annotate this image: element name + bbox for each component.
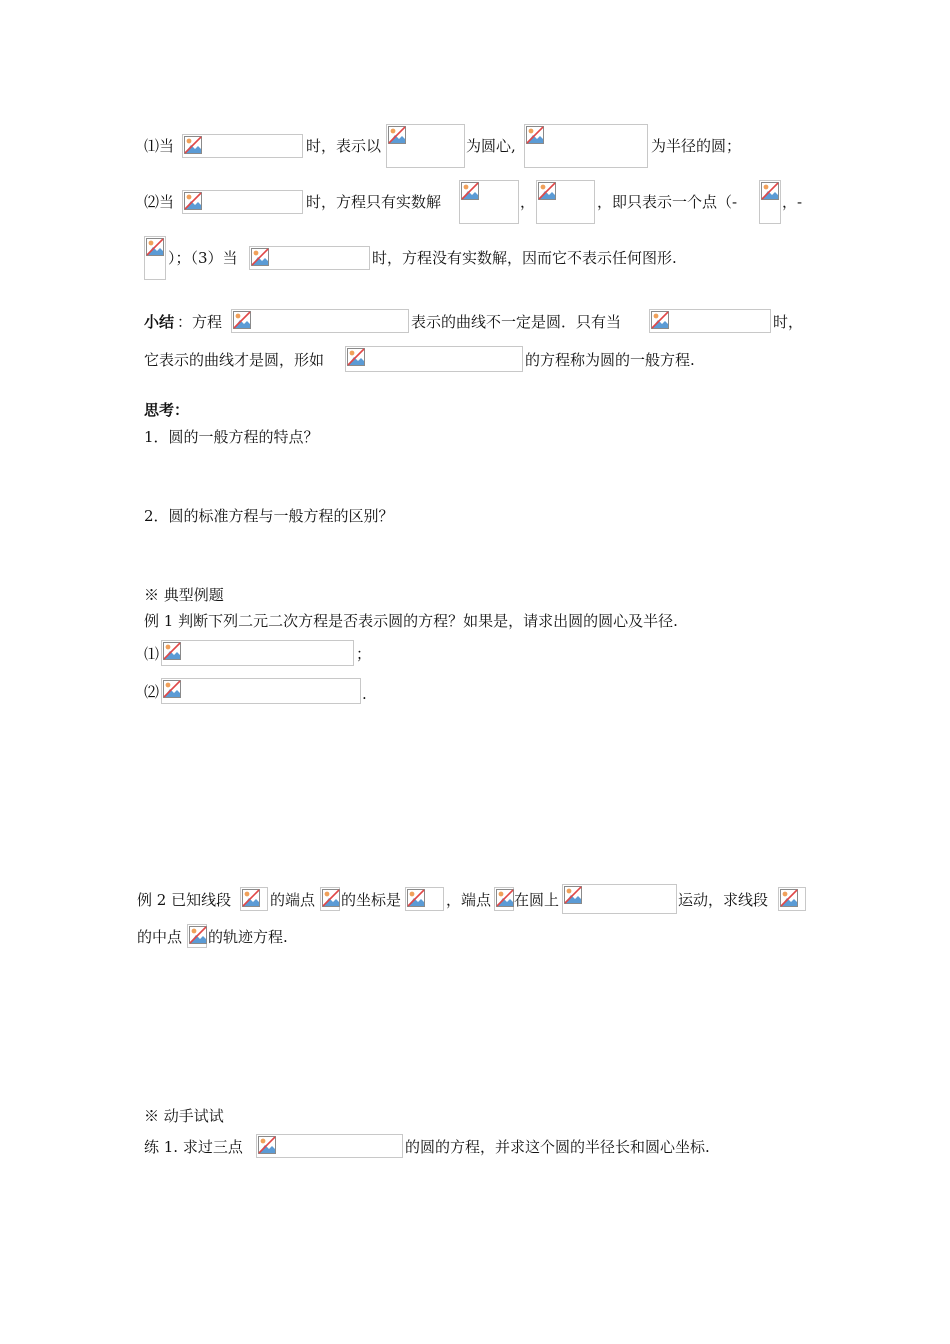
broken-image-icon <box>651 311 669 329</box>
example-1-prompt: 例 1 判断下列二元二次方程是否表示圆的方程？如果是，请求出圆的圆心及半径. <box>144 612 678 630</box>
formula-image <box>187 924 207 948</box>
broken-image-icon <box>233 311 251 329</box>
case2-text-f: ）；（3）当 <box>168 249 238 267</box>
example-2-text-d: ，端点 <box>446 891 492 909</box>
formula-image <box>386 124 465 168</box>
formula-image <box>256 1134 403 1158</box>
formula-image <box>320 887 340 911</box>
summary-label: 小结 <box>144 313 175 331</box>
case1-text-d: 为半径的圆； <box>651 137 742 155</box>
broken-image-icon <box>184 192 202 210</box>
formula-image <box>161 640 354 666</box>
example-2-text-a: 例 2 已知线段 <box>137 891 232 909</box>
example-2-text-e: 在圆上 <box>514 891 560 909</box>
broken-image-icon <box>322 889 340 907</box>
broken-image-icon <box>388 126 406 144</box>
formula-image <box>536 180 595 224</box>
thinking-title: 思考： <box>144 401 190 419</box>
broken-image-icon <box>564 886 582 904</box>
broken-image-icon <box>407 889 425 907</box>
formula-image <box>144 236 166 280</box>
formula-image <box>649 309 771 333</box>
broken-image-icon <box>184 136 202 154</box>
formula-image <box>240 887 268 911</box>
broken-image-icon <box>189 926 207 944</box>
practice-1-text-a: 练 1. 求过三点 <box>144 1138 243 1156</box>
formula-image <box>405 887 444 911</box>
practice-heading: ※ 动手试试 <box>144 1107 224 1125</box>
broken-image-icon <box>526 126 544 144</box>
summary-text-a: ：方程 <box>177 313 223 331</box>
broken-image-icon <box>251 248 269 266</box>
formula-image <box>778 887 806 911</box>
case1-text-a: ⑴当 <box>144 137 175 155</box>
broken-image-icon <box>258 1136 276 1154</box>
broken-image-icon <box>780 889 798 907</box>
examples-heading: ※ 典型例题 <box>144 586 224 604</box>
broken-image-icon <box>163 680 181 698</box>
case2-text-a: ⑵当 <box>144 193 175 211</box>
formula-image <box>231 309 409 333</box>
broken-image-icon <box>461 182 479 200</box>
formula-image <box>524 124 648 168</box>
broken-image-icon <box>496 889 514 907</box>
formula-image <box>345 346 523 372</box>
example-2-text-c: 的坐标是 <box>341 891 402 909</box>
formula-image <box>562 884 677 914</box>
example-1-part-1-end: ； <box>356 645 372 663</box>
formula-image <box>459 180 519 224</box>
summary-text-e: 的方程称为圆的一般方程. <box>525 351 695 369</box>
example-2-text-g: 的中点 <box>137 928 183 946</box>
broken-image-icon <box>761 182 779 200</box>
practice-1-text-b: 的圆的方程，并求这个圆的半径长和圆心坐标. <box>405 1138 710 1156</box>
example-2-text-b: 的端点 <box>270 891 316 909</box>
example-1-part-1-label: ⑴ <box>144 645 160 663</box>
formula-image <box>494 887 514 911</box>
example-2-text-h: 的轨迹方程. <box>208 928 288 946</box>
formula-image <box>182 190 303 214</box>
broken-image-icon <box>347 348 365 366</box>
broken-image-icon <box>163 642 181 660</box>
case2-text-c: ， <box>520 193 536 211</box>
case1-text-b: 时，表示以 <box>306 137 382 155</box>
case1-text-c: 为圆心, <box>466 137 516 155</box>
thinking-question-1: 1．圆的一般方程的特点？ <box>144 428 319 446</box>
formula-image <box>759 180 781 224</box>
summary-text-c: 时， <box>773 313 804 331</box>
summary-text-b: 表示的曲线不一定是圆．只有当 <box>411 313 622 331</box>
case2-text-g: 时，方程没有实数解，因而它不表示任何图形. <box>372 249 677 267</box>
case2-text-b: 时，方程只有实数解 <box>306 193 442 211</box>
example-2-text-f: 运动，求线段 <box>678 891 769 909</box>
case2-text-d: ，即只表示一个点（- <box>597 193 738 211</box>
formula-image <box>161 678 361 704</box>
summary-text-d: 它表示的曲线才是圆，形如 <box>144 351 325 369</box>
broken-image-icon <box>242 889 260 907</box>
formula-image <box>182 134 303 158</box>
broken-image-icon <box>146 238 164 256</box>
example-1-part-2-end: . <box>362 685 367 703</box>
broken-image-icon <box>538 182 556 200</box>
thinking-question-2: 2．圆的标准方程与一般方程的区别？ <box>144 507 394 525</box>
formula-image <box>249 246 370 270</box>
example-1-part-2-label: ⑵ <box>144 683 160 701</box>
case2-text-e: ，- <box>782 193 803 211</box>
